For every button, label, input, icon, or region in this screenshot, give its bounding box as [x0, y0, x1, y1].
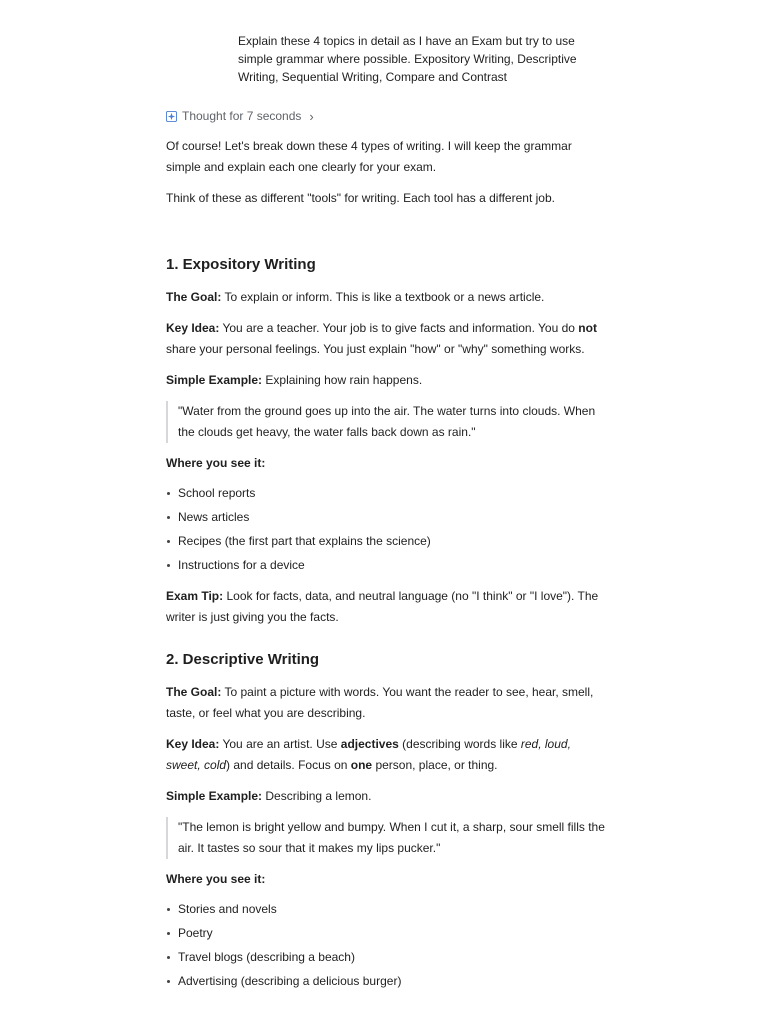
list-item: Instructions for a device — [166, 556, 606, 574]
list-item: Poetry — [166, 924, 606, 942]
section-title: 1. Expository Writing — [166, 256, 316, 273]
example-quote: "The lemon is bright yellow and bumpy. When I cut it, a sharp, sour smell fills the air. It tastes so sour that it makes my lips pucker." — [166, 817, 606, 859]
intro-paragraph: Of course! Let's break down these 4 types of writing. I will keep the grammar simple and explain each one clearly for your exam. — [166, 139, 572, 174]
example-quote: "Water from the ground goes up into the air. The water turns into clouds. When the clouds get heavy, the water falls back down as rain." — [166, 401, 606, 443]
section-title: 2. Descriptive Writing — [166, 651, 320, 668]
where-list — [166, 900, 606, 990]
list-item: News articles — [166, 508, 606, 526]
key-idea-paragraph: Key Idea: You are an artist. Use adjectives (describing words like red, loud, sweet, cold) and details. Focus on one person, place, or thing. — [166, 737, 571, 772]
user-message: Explain these 4 topics in detail as I have an Exam but try to use simple grammar where possible. Expository Writing, Descriptive Writing, Sequential Writing, Compare and Contrast — [238, 34, 577, 84]
exam-tip-paragraph: Exam Tip: Look for facts, data, and neutral language (no "I think" or "I love"). The writer is just giving you the facts. — [166, 589, 599, 624]
where-list — [166, 484, 606, 574]
sparkle-icon — [166, 111, 177, 122]
example-paragraph: Simple Example: Explaining how rain happens. — [166, 373, 423, 387]
intro-paragraph: Think of these as different "tools" for writing. Each tool has a different job. — [166, 191, 555, 205]
chevron-right-icon: › — [309, 108, 314, 124]
assistant-response — [166, 136, 606, 990]
list-item: School reports — [166, 484, 606, 502]
example-paragraph: Simple Example: Describing a lemon. — [166, 789, 372, 803]
goal-paragraph: The Goal: To paint a picture with words. You want the reader to see, hear, smell, taste, or feel what you are describing. — [166, 685, 594, 720]
thought-label: Thought for 7 seconds — [182, 109, 302, 123]
where-label: Where you see it: — [166, 872, 266, 886]
list-item: Advertising (describing a delicious burger) — [166, 972, 606, 990]
where-label: Where you see it: — [166, 456, 266, 470]
thought-toggle[interactable] — [166, 107, 314, 125]
key-idea-paragraph: Key Idea: You are a teacher. Your job is to give facts and information. You do not share your personal feelings. You just explain "how" or "why" something works. — [166, 321, 597, 356]
list-item: Recipes (the first part that explains the science) — [166, 532, 606, 550]
list-item: Travel blogs (describing a beach) — [166, 948, 606, 966]
goal-paragraph: The Goal: To explain or inform. This is like a textbook or a news article. — [166, 290, 545, 304]
list-item: Stories and novels — [166, 900, 606, 918]
